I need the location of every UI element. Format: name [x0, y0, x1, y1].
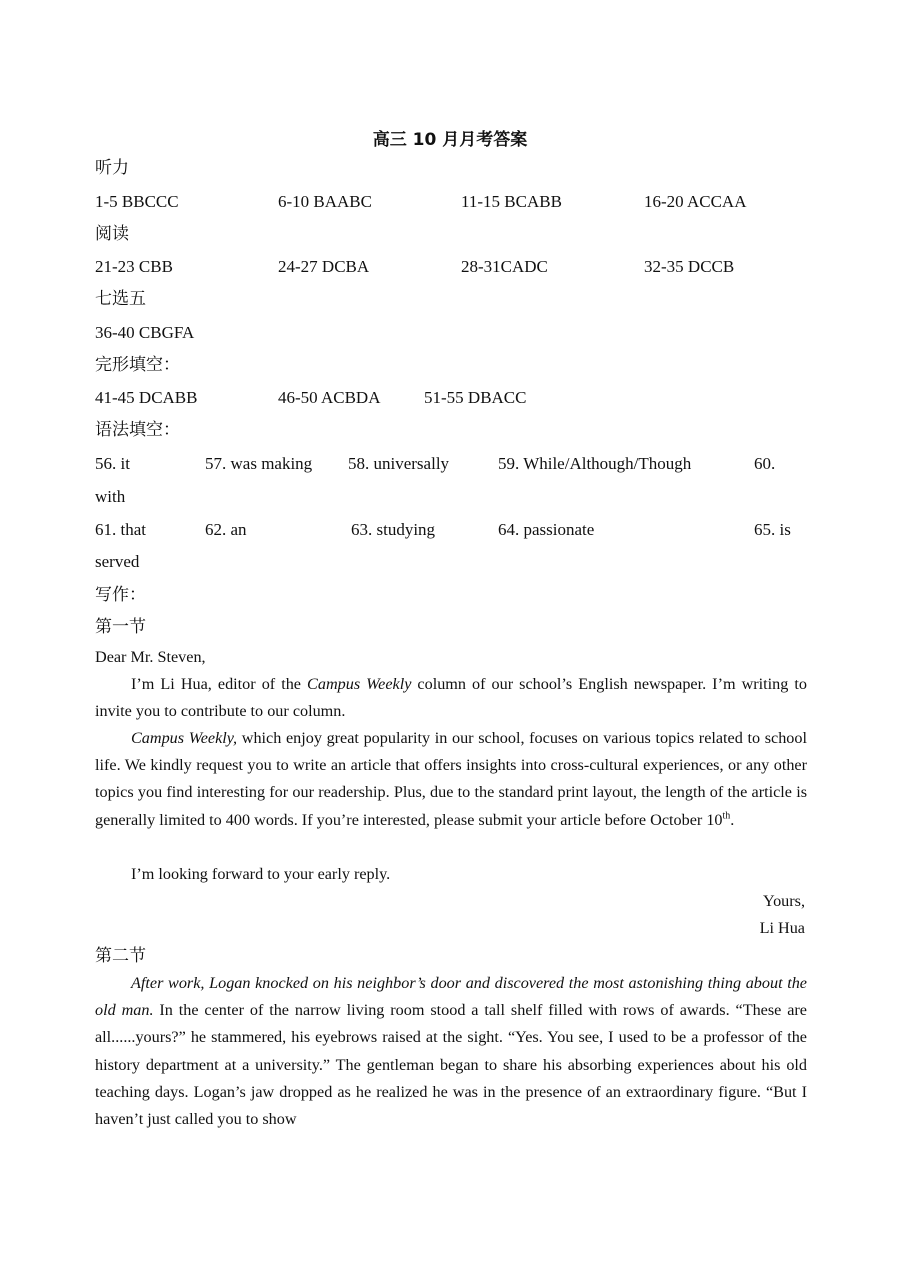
- reading-answer: 24-27 DCBA: [278, 257, 370, 276]
- grammar-heading: 语法填空：: [95, 420, 180, 440]
- grammar-answer: 63. studying: [351, 520, 436, 539]
- letter-paragraph: I’m looking forward to your early reply.: [131, 865, 391, 883]
- grammar-answer: 57. was making: [205, 454, 313, 473]
- letter-closing: Yours,: [763, 892, 805, 910]
- letter-text: I’m Li Hua, editor of the: [131, 675, 308, 693]
- cloze-answer: 51-55 DBACC: [424, 388, 527, 407]
- story-paragraph: [95, 970, 807, 1133]
- story-prompt: After work, Logan knocked on his neighbor’s door and discovered the most astonishing thing about the old man.: [95, 974, 807, 1020]
- page-title: 高三 10 月月考答案: [372, 130, 528, 150]
- grammar-answer: 56. it: [95, 454, 130, 473]
- listening-answer: 11-15 BCABB: [461, 192, 562, 211]
- grammar-answer: 62. an: [205, 520, 247, 539]
- listening-answer: 6-10 BAABC: [278, 192, 372, 211]
- listening-answer: 1-5 BBCCC: [95, 192, 179, 211]
- letter-text: .: [730, 810, 735, 829]
- reading-answer: 28-31CADC: [461, 257, 548, 276]
- grammar-answer: 58. universally: [348, 454, 450, 473]
- section1-heading: 第一节: [95, 617, 146, 637]
- grammar-answer: 64. passionate: [498, 520, 595, 539]
- letter-salutation: Dear Mr. Steven,: [95, 648, 206, 666]
- listening-heading: 听力: [95, 158, 129, 178]
- story-text: In the center of the narrow living room stood a tall shelf filled with rows of awards. “These are all......yours?” he stammered, his eyebrows raised at the sight. “Yes. You see, I used to be a professor of the history department at a university.” The gentleman began to share his absorbing experiences about his old teaching days. Logan’s jaw dropped as he realized he was in the presence of an extraordinary figure. “But I haven’t just called you to show: [95, 1001, 807, 1129]
- listening-answer: 16-20 ACCAA: [644, 192, 747, 211]
- seven-five-heading: 七选五: [95, 289, 146, 309]
- column-name: Campus Weekly,: [131, 729, 238, 747]
- grammar-answer: 60.: [754, 454, 776, 473]
- writing-heading: 写作：: [95, 585, 146, 605]
- grammar-answer: 65. is: [754, 520, 791, 539]
- cloze-answer: 46-50 ACBDA: [278, 388, 381, 407]
- letter-paragraph: [95, 671, 807, 725]
- letter-paragraph: [95, 725, 807, 834]
- cloze-answer: 41-45 DCABB: [95, 388, 198, 407]
- letter-signature: Li Hua: [759, 919, 805, 937]
- grammar-answer: 59. While/Although/Though: [498, 454, 692, 473]
- reading-heading: 阅读: [95, 224, 129, 244]
- reading-answer: 32-35 DCCB: [644, 257, 735, 276]
- letter-text: which enjoy great popularity in our school, focuses on various topics related to school life. We kindly request you to write an article that offers insights into cross-cultural experiences, or any other topics you find interesting for our readership. Plus, due to the standard print layout, the length of the article is generally limited to 400 words. If you’re interested, please submit your article before October 10: [95, 729, 807, 829]
- grammar-answer-wrap: with: [95, 487, 126, 506]
- grammar-answer: 61. that: [95, 520, 146, 539]
- seven-five-answer: 36-40 CBGFA: [95, 323, 195, 342]
- section2-heading: 第二节: [95, 946, 146, 966]
- reading-answer: 21-23 CBB: [95, 257, 173, 276]
- column-name: Campus Weekly: [307, 675, 412, 693]
- letter-text: column of our school’s English newspaper. I’m writing to invite you to contribute to our column.: [95, 675, 807, 721]
- ordinal-suffix: th: [722, 810, 731, 822]
- cloze-heading: 完形填空：: [95, 355, 180, 375]
- grammar-answer-wrap: served: [95, 552, 140, 571]
